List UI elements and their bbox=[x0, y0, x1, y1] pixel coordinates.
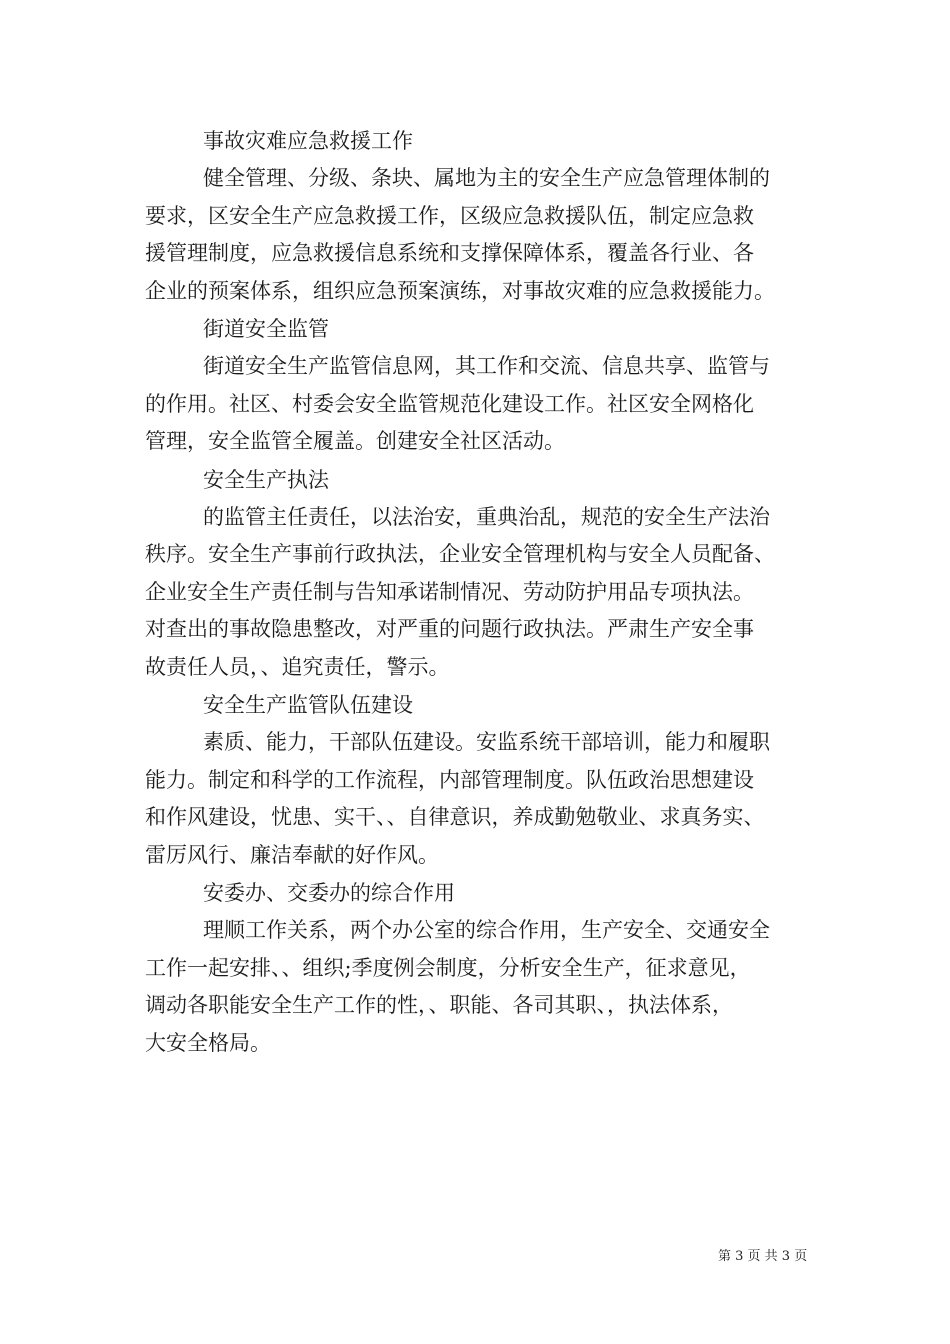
paragraph-line: 工作一起安排、、组织;季度例会制度，分析安全生产，征求意见， bbox=[145, 955, 751, 980]
paragraph-line: 秩序。安全生产事前行政执法，企业安全管理机构与安全人员配备、 bbox=[145, 542, 775, 566]
section bbox=[145, 461, 817, 687]
paragraph-line: 素质、能力，干部队伍建设。安监系统干部培训，能力和履职 bbox=[203, 730, 770, 754]
paragraph-line: 援管理制度，应急救援信息系统和支撑保障体系，覆盖各行业、各 bbox=[145, 241, 754, 265]
section bbox=[145, 686, 817, 874]
section-heading: 安全生产执法 bbox=[203, 467, 329, 492]
section-heading: 安全生产监管队伍建设 bbox=[203, 693, 413, 717]
section-heading: 街道安全监管 bbox=[203, 317, 329, 341]
paragraph-line: 调动各职能安全生产工作的性，、职能、各司其职、，执法体系， bbox=[145, 993, 733, 1017]
paragraph-line: 要求，区安全生产应急救援工作，区级应急救援队伍，制定应急救 bbox=[145, 203, 754, 228]
paragraph-line: 企业的预案体系，组织应急预案演练，对事故灾难的应急救援能力。 bbox=[145, 278, 775, 303]
section-heading: 事故灾难应急救援工作 bbox=[203, 129, 413, 153]
paragraph-line: 企业安全生产责任制与告知承诺制情况、劳动防护用品专项执法。 bbox=[145, 579, 754, 604]
paragraph-line: 健全管理、分级、条块、属地为主的安全生产应急管理体制的 bbox=[203, 166, 770, 190]
document-body bbox=[145, 122, 817, 1062]
section bbox=[145, 122, 817, 310]
section-paragraph bbox=[145, 912, 817, 1062]
paragraph-line: 和作风建设，忧患、实干、、自律意识，养成勤勉敬业、求真务实、 bbox=[145, 805, 765, 829]
section-paragraph bbox=[145, 499, 817, 687]
section bbox=[145, 874, 817, 1062]
paragraph-line: 管理，安全监管全履盖。创建安全社区活动。 bbox=[145, 429, 565, 453]
paragraph-line: 理顺工作关系，两个办公室的综合作用，生产安全、交通安全 bbox=[203, 918, 770, 942]
paragraph-line: 的监管主任责任，以法治安，重典治乱，规范的安全生产法治 bbox=[203, 504, 770, 529]
section-heading: 安委办、交委办的综合作用 bbox=[203, 881, 455, 905]
paragraph-line: 的作用。社区、村委会安全监管规范化建设工作。社区安全网格化 bbox=[145, 391, 754, 416]
section-paragraph bbox=[145, 348, 817, 461]
paragraph-line: 街道安全生产监管信息网，其工作和交流、信息共享、监管与 bbox=[203, 354, 770, 378]
section-paragraph bbox=[145, 724, 817, 874]
paragraph-line: 故责任人员，、追究责任，警示。 bbox=[145, 654, 450, 679]
paragraph-line: 能力。制定和科学的工作流程，内部管理制度。队伍政治思想建设 bbox=[145, 767, 754, 792]
section-paragraph bbox=[145, 160, 817, 310]
page-number-footer: 第 3 页 共 3 页 bbox=[718, 1249, 808, 1264]
paragraph-line: 雷厉风行、廉洁奉献的好作风。 bbox=[145, 842, 439, 867]
section bbox=[145, 310, 817, 461]
paragraph-line: 对查出的事故隐患整改，对严重的问题行政执法。严肃生产安全事 bbox=[145, 617, 754, 641]
paragraph-line: 大安全格局。 bbox=[145, 1030, 271, 1055]
